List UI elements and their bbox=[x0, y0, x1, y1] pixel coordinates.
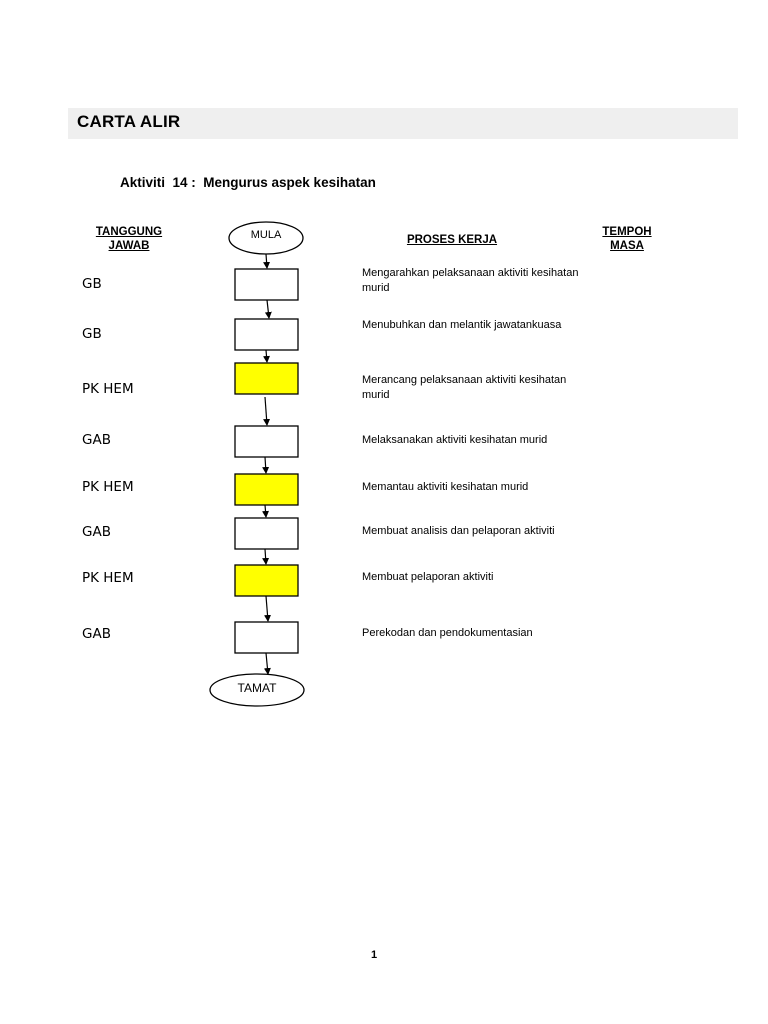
flow-arrow bbox=[266, 653, 268, 674]
activity-heading: Aktiviti 14 : Mengurus aspek kesihatan bbox=[120, 175, 376, 190]
responsible-label: PK HEM bbox=[82, 381, 134, 397]
end-label: TAMAT bbox=[237, 681, 277, 695]
process-box bbox=[235, 518, 298, 549]
flow-arrow bbox=[267, 300, 269, 318]
process-description: Melaksanakan aktiviti kesihatan murid bbox=[362, 434, 548, 446]
process-box bbox=[235, 565, 298, 596]
process-box bbox=[235, 622, 298, 653]
responsibility-header-line-1: TANGGUNG bbox=[95, 226, 163, 238]
flow-arrow bbox=[265, 549, 266, 564]
flow-arrow bbox=[266, 254, 267, 268]
process-description: Merancang pelaksanaan aktiviti kesihatan murid bbox=[362, 374, 567, 401]
process-description: Membuat pelaporan aktiviti bbox=[362, 571, 494, 583]
flow-arrow bbox=[266, 350, 267, 362]
flow-arrow bbox=[266, 596, 268, 621]
flow-arrow bbox=[265, 397, 267, 425]
flow-arrow bbox=[265, 457, 266, 473]
process-description: Membuat analisis dan pelaporan aktiviti bbox=[362, 525, 555, 537]
process-description: Memantau aktiviti kesihatan murid bbox=[362, 481, 529, 493]
flow-arrow bbox=[265, 505, 266, 517]
responsible-label: GAB bbox=[82, 432, 111, 448]
responsible-label: PK HEM bbox=[82, 570, 134, 586]
responsible-label: GAB bbox=[82, 626, 111, 642]
process-description: Mengarahkan pelaksanaan aktiviti kesihatan murid bbox=[362, 267, 579, 294]
process-description: Perekodan dan pendokumentasian bbox=[362, 627, 533, 639]
responsible-label: GAB bbox=[82, 524, 111, 540]
process-box bbox=[235, 474, 298, 505]
duration-header-line-2: MASA bbox=[610, 240, 644, 252]
page-title: CARTA ALIR bbox=[77, 112, 181, 131]
responsible-label: GB bbox=[82, 276, 102, 292]
responsible-label: GB bbox=[82, 326, 102, 342]
process-box bbox=[235, 426, 298, 457]
page-number: 1 bbox=[370, 949, 378, 961]
process-box bbox=[235, 363, 298, 394]
process-box bbox=[235, 269, 298, 300]
duration-header-line-1: TEMPOH bbox=[602, 226, 652, 238]
process-box bbox=[235, 319, 298, 350]
process-header: PROSES KERJA bbox=[406, 234, 498, 246]
responsibility-header-line-2: JAWAB bbox=[108, 240, 150, 252]
start-label: MULA bbox=[250, 229, 282, 241]
responsible-label: PK HEM bbox=[82, 479, 134, 495]
process-description: Menubuhkan dan melantik jawatankuasa bbox=[362, 319, 562, 331]
